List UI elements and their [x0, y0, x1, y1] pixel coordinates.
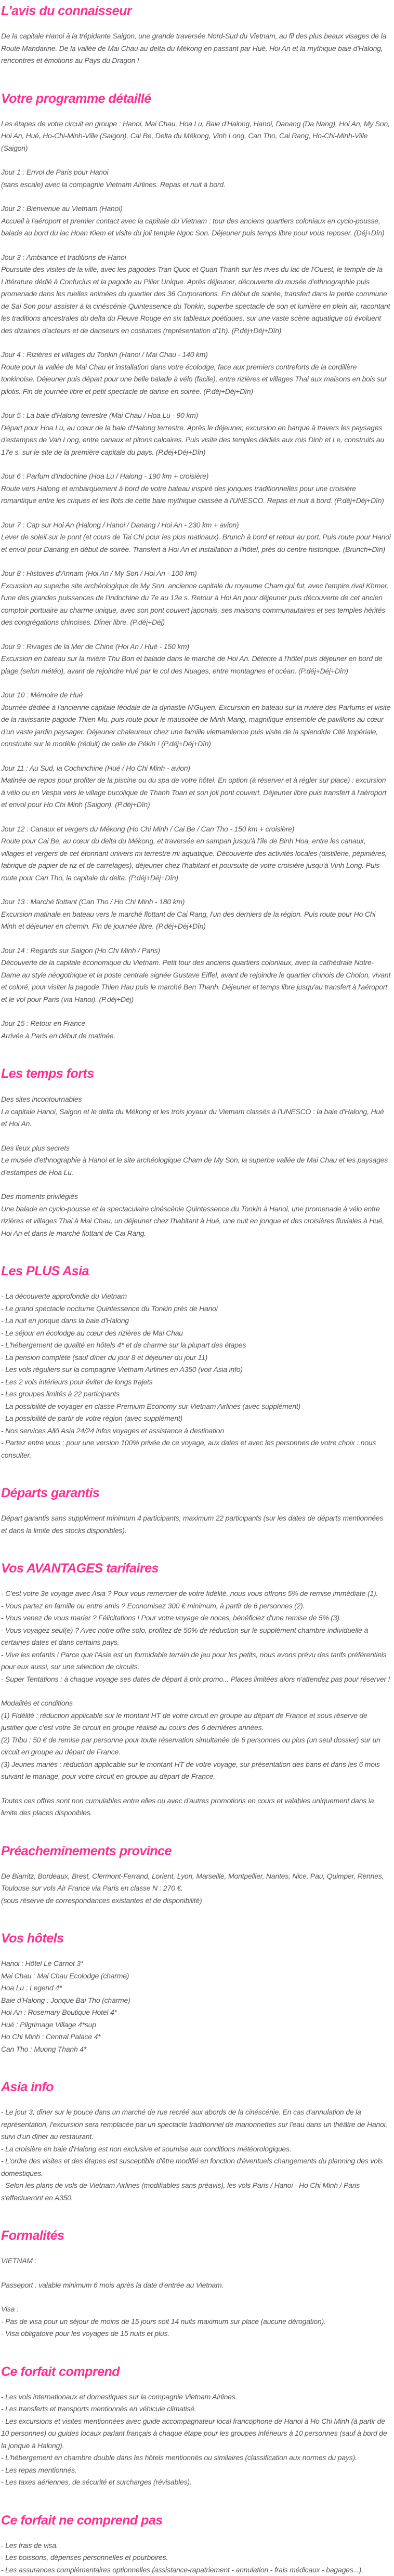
- section-title-avantages: Vos AVANTAGES tarifaires: [1, 1561, 391, 1576]
- section-title-formalites: Formalités: [1, 2228, 391, 2243]
- hotel-item: Baie d'Halong : Jonque Bai Tho (charme): [1, 1994, 391, 2007]
- temps-forts-block-title: Des lieux plus secrets: [1, 1142, 391, 1155]
- temps-forts-block-text: Une balade en cyclo-pousse et la spectaculaire cinéscénie Quintessence du Tonkin à Hanoi, une promenade à vélo entre rizières et villages Thai à Mai Chau, un déjeuner chez l'habitant à Hué, une nuit en jonque et des croisières fluviales à Hué, Hoi An et dans le marché flottant de Cai Rang.: [1, 1203, 391, 1240]
- day-block: [1, 762, 391, 811]
- day-text: (sans escale) avec la compagnie Vietnam Airlines. Repas et nuit à bord.: [1, 179, 391, 191]
- day-text: Route vers Halong et embarquement à bord de votre bateau inspiré des jonques traditionnelles pour une croisière romantique entre les criques et les îlots de cette baie mythique classée à l'UNESCO. Repas et nuit à bord. (P.déj+Déj+Dîn): [1, 483, 391, 507]
- temps-forts-block-text: Le musée d'ethnographie à Hanoi et le site archéologique Cham de My Son, la superbe vallée de Mai Chau et les paysages d'estampes de Hoa Lu.: [1, 1154, 391, 1179]
- day-block: [1, 203, 391, 240]
- hotel-item: Can Tho : Muong Thanh 4*: [1, 2043, 391, 2056]
- asia-info-item: - Le jour 3, dîner sur le pouce dans un marché de rue recréé aux abords de la cinéscénie. En cas d'annulation de la représentation, l'excursion sera remplacée par un spectacle traditionnel de marionnettes sur l'eau dans un théâtre de Hanoi, suivi d'un dîner au restaurant.: [1, 2106, 391, 2143]
- section-title-programme: Votre programme détaillé: [1, 91, 391, 107]
- forfait-comprend-item: - Les repas mentionnés.: [1, 2464, 391, 2477]
- preacheminements-text: De Biarritz, Bordeaux, Brest, Clermont-Ferrand, Lorient, Lyon, Marseille, Montpellier, Nantes, Nice, Pau, Quimper, Rennes, Toulouse sur vols Air France via Paris en classe N : 270 €.: [1, 1870, 391, 1895]
- forfait-comprend-item: - L'hébergement en chambre double dans les hôtels mentionnés ou similaires (classification aux normes du pays).: [1, 2452, 391, 2464]
- section-title-hotels: Vos hôtels: [1, 1931, 391, 1946]
- hotel-item: Hanoi : Hôtel Le Carnot 3*: [1, 1958, 391, 1970]
- avantages-list: [1, 1588, 391, 1685]
- asia-info-item: - L'ordre des visites et des étapes est susceptible d'être modifié en fonction d'éventuels changements du planning des vols domestiques.: [1, 2155, 391, 2179]
- day-block: [1, 689, 391, 750]
- programme-intro: Les étapes de votre circuit en groupe : Hanoi, Mai Chau, Hoa Lu, Baie d'Halong, Hanoi, Danang (Da Nang), Hoi An, My Son, Hoi An, Hué, Ho-Chi-Minh-Ville (Saigon), Cai Be, Delta du Mékong, Vinh Long, Can Tho, Cai Rang, Ho-Chi-Minh-Ville (Saigon): [1, 118, 391, 155]
- day-text: Accueil à l'aéroport et premier contact avec la capitale du Vietnam : tour des anciens quartiers coloniaux en cyclo-pousse, balade au bord du lac Hoan Kiem et visite du joli temple Ngoc Son. Déjeuner puis temps libre pour vous reposer. (Déj+Dîn): [1, 215, 391, 240]
- avantages-item: - Super Tentations : à chaque voyage ses dates de départ à prix promo... Places limitées alors n'attendez pas pour réserver !: [1, 1673, 391, 1686]
- formalites-visa-title: Visa :: [1, 2303, 391, 2316]
- hotels-list: [1, 1958, 391, 2055]
- day-block: [1, 896, 391, 933]
- days-list: [1, 166, 391, 1042]
- day-block: [1, 945, 391, 1006]
- avis-text: De la capitale Hanoi à la trépidante Saigon, une grande traversée Nord-Sud du Vietnam, au fil des plus beaux visages de la Route Mandarine. De la vallée de Mai Chau au delta du Mékong en passant par Hué, Hoi An et la mythique baie d'Halong, rencontres et émotions au Pays du Dragon !: [1, 30, 391, 67]
- avantages-item: - Vous voyagez seul(e) ? Avec notre offre solo, profitez de 50% de réduction sur le supplément chambre individuelle à certaines dates et dans certains pays.: [1, 1624, 391, 1649]
- day-title: Jour 3 : Ambiance et traditions de Hanoi: [1, 252, 391, 264]
- day-title: Jour 9 : Rivages de la Mer de Chine (Hoi An / Hué - 150 km): [1, 641, 391, 653]
- forfait-ne-comprend-pas-item: - Les assurances complémentaires optionnelles (assistance-rapatriement - annulation - frais médicaux - bagages...).: [1, 2564, 391, 2576]
- forfait-comprend-list: [1, 2391, 391, 2489]
- plus-asia-item: - La possibilité de partir de votre région (avec supplément): [1, 1412, 391, 1425]
- day-block: [1, 252, 391, 337]
- forfait-ne-comprend-pas-list: [1, 2540, 391, 2576]
- forfait-comprend-item: - Les taxes aériennes, de sécurité et surcharges (révisables).: [1, 2476, 391, 2489]
- conditions-item: (3) Jeunes mariés : réduction applicable sur le montant HT de votre voyage, sur présentation des bans et dans les 6 mois suivant le mariage, pour votre circuit en groupe au départ de France.: [1, 1759, 391, 1783]
- temps-forts-block: [1, 1191, 391, 1239]
- day-block: [1, 567, 391, 629]
- day-text: Départ pour Hoa Lu, au cœur de la baie d'Halong terrestre. Après le déjeuner, excursion en barque à travers les paysages d'estampes de Van Long, entre canaux et pitons calcaires. Puis visite des temples dédiés aux rois Dinh et Le, construits au 17e s. sur le site de la première capitale du pays. (P.déj+Déj+Dîn): [1, 422, 391, 459]
- avantages-item: - Vous partez en famille ou entre amis ? Economisez 300 € minimum, à partir de 6 personnes (2).: [1, 1600, 391, 1613]
- section-title-asia-info: Asia info: [1, 2079, 391, 2095]
- forfait-comprend-item: - Les vols internationaux et domestiques sur la compagnie Vietnam Airlines.: [1, 2391, 391, 2403]
- day-block: [1, 409, 391, 458]
- asia-info-item: - La croisière en baie d'Halong est non exclusive et soumise aux conditions météorologiques.: [1, 2143, 391, 2156]
- plus-asia-item: - Le grand spectacle nocturne Quintessence du Tonkin près de Hanoi: [1, 1303, 391, 1315]
- day-title: Jour 12 : Canaux et vergers du Mékong (Ho Chi Minh / Cai Be / Can Tho - 150 km + croisière): [1, 823, 391, 836]
- day-text: Excursion au superbe site archéologique de My Son, ancienne capitale du royaume Cham qui fut, avec l'empire rival Khmer, l'une des grandes puissances de l'Indochine du 7e au 12e s. Retour à Hoi An pour déjeuner puis découverte de cet ancien comptoir portuaire au charme unique, avec son pont couvert japonais, ses maisons communautaires et ses temples hérités des congrégations chinoises. Dîner libre. (P.déj+Déj): [1, 580, 391, 629]
- visa-list: [1, 2316, 391, 2340]
- day-block: [1, 349, 391, 398]
- forfait-ne-comprend-pas-item: - Les frais de visa.: [1, 2540, 391, 2552]
- asia-info-item: - Selon les plans de vols de Vietnam Airlines (modifiables sans préavis), les vols Paris / Hanoi - Ho Chi Minh / Paris s'effectueront en A350.: [1, 2179, 391, 2204]
- departs-text: Départ garantis sans supplément minimum 4 participants, maximum 22 participants (sur les dates de départs mentionnées et dans la limite des stocks disponibles).: [1, 1512, 391, 1537]
- day-text: Découverte de la capitale économique du Vietnam. Petit tour des anciens quartiers coloniaux, avec la cathédrale Notre-Dame au style néogothique et la poste centrale signée Gustave Eiffel, avant de rejoindre le quartier chinois de Cholon, vivant et coloré, pour visiter la pagode Thien Hau puis le marché Ben Thanh. Déjeuner et temps libre jusqu'au transfert à l'aéroport et le vol pour Paris (via Hanoi). (P.déj+Déj): [1, 957, 391, 1006]
- hotel-item: Hué : Pilgrimage Village 4*sup: [1, 2019, 391, 2031]
- day-text: Matinée de repos pour profiter de la piscine ou du spa de votre hôtel. En option (à réserver et à régler sur place) : excursion à vélo ou en Vespa vers le village bucolique de Thanh Toan et son joli pont couvert. Déjeuner libre puis transfert à l'aéroport et envol pour Ho Chi Minh (Saigon). (P.déj+Dîn): [1, 774, 391, 811]
- day-title: Jour 13 : Marché flottant (Can Tho / Ho Chi Minh - 180 km): [1, 896, 391, 908]
- plus-asia-item: - Partez entre vous : pour une version 100% privée de ce voyage, aux dates et avec les personnes de votre choix : nous consulter.: [1, 1437, 391, 1461]
- avantages-item: - Vive les enfants ! Parce que l'Asie est un formidable terrain de jeu pour les petits, nous avons prévu des tarifs préférentiels pour eux aussi, sur une sélection de circuits.: [1, 1649, 391, 1673]
- day-block: [1, 1018, 391, 1042]
- day-title: Jour 6 : Parfum d'Indochine (Hoa Lu / Halong - 190 km + croisière): [1, 470, 391, 483]
- plus-asia-item: - La possibilité de voyager en classe Premium Economy sur Vietnam Airlines (avec supplément): [1, 1401, 391, 1413]
- plus-asia-item: - Les vols réguliers sur la compagnie Vietnam Airlines en A350 (voir Asia info): [1, 1364, 391, 1376]
- plus-asia-item: - Les 2 vols intérieurs pour éviter de longs trajets: [1, 1376, 391, 1389]
- day-title: Jour 8 : Histoires d'Annam (Hoi An / My Son / Hoi An - 100 km): [1, 567, 391, 580]
- temps-forts-list: [1, 1093, 391, 1239]
- temps-forts-block-title: Des sites incontournables: [1, 1093, 391, 1106]
- conditions-title: Modalités et conditions: [1, 1697, 391, 1710]
- plus-asia-item: - La découverte approfondie du Vietnam: [1, 1290, 391, 1303]
- section-title-temps-forts: Les temps forts: [1, 1066, 391, 1081]
- day-text: Poursuite des visites de la ville, avec les pagodes Tran Quoc et Quan Thanh sur les rives du lac de l'Ouest, le temple de la Littérature dédié à Confucius et la pagode au Pilier Unique. Après déjeuner, découverte du musée d'ethnographie puis promenade dans les ruelles animées du quartier des 36 Corporations. En début de soirée, transfert dans la petite commune de Sai Son pour assister à la cinéscénie Quintessence du Tonkin, superbe spectacle de son et lumière en plein air, racontant les traditions ancestrales du delta du Fleuve Rouge en six tableaux poétiques, sur une vaste scène aquatique où évoluent des dizaines d'acteurs et de danseurs en costumes (représentation d'1h). (P.déj+Déj+Dîn): [1, 263, 391, 337]
- temps-forts-block-title: Des moments privilégiés: [1, 1191, 391, 1203]
- day-text: Route pour la vallée de Mai Chau et installation dans votre écolodge, face aux premiers contreforts de la cordillère tonkinoise. Déjeuner puis départ pour une belle balade à vélo (facile), entre rizières et villages Thai aux maisons en bois sur pilotis. Fin de journée libre et petit spectacle de danse en soirée. (P.déj+Déj+Dîn): [1, 361, 391, 398]
- hotel-item: Ho Chi Minh : Central Palace 4*: [1, 2031, 391, 2043]
- visa-item: - Visa obligatoire pour les voyages de 15 nuits et plus.: [1, 2328, 391, 2340]
- day-title: Jour 10 : Mémoire de Hué: [1, 689, 391, 702]
- day-block: [1, 166, 391, 191]
- temps-forts-block: [1, 1093, 391, 1130]
- day-title: Jour 11 : Au Sud, la Cochinchine (Hué / Ho Chi Minh - avion): [1, 762, 391, 775]
- hotel-item: Hoa Lu : Legend 4*: [1, 1982, 391, 1994]
- plus-asia-item: - Les groupes limités à 22 participants: [1, 1388, 391, 1401]
- day-text: Excursion matinale en bateau vers le marché flottant de Cai Rang, l'un des derniers de la région. Puis route pour Ho Chi Minh et déjeuner en chemin. Fin de journée libre. (P.déj+Déj+Dîn): [1, 908, 391, 933]
- day-text: Journée dédiée à l'ancienne capitale féodale de la dynastie N'Guyen. Excursion en bateau sur la rivière des Parfums et visite de la ravissante pagode Thien Mu, puis route pour le mausolée de Minh Mang, magnifique ensemble de pavillons au cœur d'un vaste jardin paysager. Déjeuner chaleureux chez une famille vietnamienne puis visite de la splendide Cité Impériale, construite sur le modèle (réduit) de celle de Pékin ! (P.déj+Déj+Dîn): [1, 702, 391, 750]
- formalites-country: VIETNAM :: [1, 2255, 391, 2267]
- day-title: Jour 5 : La baie d'Halong terrestre (Mai Chau / Hoa Lu - 90 km): [1, 409, 391, 422]
- day-title: Jour 1 : Envol de Paris pour Hanoi: [1, 166, 391, 179]
- conditions-item: (1) Fidélité : réduction applicable sur le montant HT de votre circuit en groupe au départ de France et sous réserve de justifier que c'est votre 3e circuit en groupe réalisé au cours des 6 dernières années.: [1, 1710, 391, 1734]
- section-title-avis-connaisseur: L'avis du connaisseur: [1, 3, 391, 19]
- day-title: Jour 7 : Cap sur Hoi An (Halong / Hanoi / Danang / Hoi An - 230 km + avion): [1, 519, 391, 532]
- forfait-comprend-item: - Les excursions et visites mentionnées avec guide accompagnateur local francophone de Hanoi à Ho Chi Minh (à partir de 10 personnes) ou guides locaux parlant français à chaque étape pour les groupes inférieurs à 10 personnes (sauf à bord de la jonque à Halong).: [1, 2415, 391, 2452]
- conditions-item: (2) Tribu : 50 € de remise par personne pour toute réservation simultanée de 6 personnes ou plus (un seul dossier) sur un circuit en groupe au départ de France.: [1, 1734, 391, 1759]
- plus-asia-item: - Nos services Allô Asia 24/24 infos voyages et assistance à destination: [1, 1425, 391, 1437]
- day-title: Jour 15 : Retour en France: [1, 1018, 391, 1030]
- section-title-forfait-ne-comprend-pas: Ce forfait ne comprend pas: [1, 2513, 391, 2528]
- preacheminements-note: (sous réserve de correspondances existantes et de disponibilité): [1, 1895, 391, 1907]
- plus-asia-item: - La nuit en jonque dans la baie d'Halong: [1, 1315, 391, 1327]
- plus-asia-item: - La pension complète (sauf dîner du jour 8 et déjeuner du jour 11): [1, 1352, 391, 1364]
- hotel-item: Hoi An : Rosemary Boutique Hotel 4*: [1, 2006, 391, 2019]
- avantages-item: - C'est votre 3e voyage avec Asia ? Pour vous remercier de votre fidélité, nous vous offrons 5% de remise immédiate (1).: [1, 1588, 391, 1600]
- day-title: Jour 14 : Regards sur Saigon (Ho Chi Minh / Paris): [1, 945, 391, 957]
- day-block: [1, 470, 391, 507]
- plus-asia-item: - L'hébergement de qualité en hôtels 4* et de charme sur la plupart des étapes: [1, 1339, 391, 1352]
- avantages-item: - Vous venez de vous marier ? Félicitations ! Pour votre voyage de noces, bénéficiez d'une remise de 5% (3).: [1, 1612, 391, 1624]
- plus-asia-list: [1, 1290, 391, 1461]
- temps-forts-block: [1, 1142, 391, 1179]
- day-block: [1, 823, 391, 884]
- day-title: Jour 4 : Rizières et villages du Tonkin (Hanoi / Mai Chau - 140 km): [1, 349, 391, 361]
- avantages-footnote: Toutes ces offres sont non cumulables entre elles ou avec d'autres promotions en cours et valables uniquement dans la limite des places disponibles.: [1, 1795, 391, 1819]
- day-text: Arrivée à Paris en début de matinée.: [1, 1030, 391, 1042]
- plus-asia-item: - Le séjour en écolodge au cœur des rizières de Mai Chau: [1, 1327, 391, 1340]
- temps-forts-block-text: La capitale Hanoi, Saigon et le delta du Mékong et les trois joyaux du Vietnam classés à l'UNESCO : la baie d'Halong, Hué et Hoi An.: [1, 1106, 391, 1130]
- day-block: [1, 519, 391, 556]
- day-text: Lever de soleil sur le pont (et cours de Tai Chi pour les plus matinaux). Brunch à bord et retour au port. Puis route pour Hanoi et envol pour Danang en début de soirée. Transfert à Hoi An et installation à l'hôtel, près du centre historique. (Brunch+Dîn): [1, 531, 391, 556]
- day-title: Jour 2 : Bienvenue au Vietnam (Hanoi): [1, 203, 391, 215]
- formalites-passport: Passeport : valable minimum 6 mois après la date d'entrée au Vietnam.: [1, 2279, 391, 2292]
- section-title-departs-garantis: Départs garantis: [1, 1485, 391, 1501]
- forfait-ne-comprend-pas-item: - Les boissons, dépenses personnelles et pourboires.: [1, 2552, 391, 2564]
- section-title-preacheminements: Préacheminements province: [1, 1843, 391, 1859]
- forfait-comprend-item: - Les transferts et transports mentionnés en véhicule climatisé.: [1, 2403, 391, 2415]
- day-text: Route pour Cai Be, au cœur du delta du Mékong, et traversée en sampan jusqu'à l'île de Binh Hoa, entre les canaux, villages et vergers de cet étonnant univers mi terrestre mi aquatique. Découverte des activités locales (distillerie, pépinières, fabrique de papier de riz et de carrelages), déjeuner chez l'habitant et poursuite de votre croisière jusqu'à Vinh Long. Puis route pour Can Tho, la capitale du delta. (P.déj+Déj+Dîn): [1, 835, 391, 884]
- asia-info-list: [1, 2106, 391, 2204]
- day-block: [1, 641, 391, 678]
- day-text: Excursion en bateau sur la rivière Thu Bon et balade dans le marché de Hoi An. Détente à l'hôtel puis déjeuner en bord de plage (selon météo), avant de rejoindre Hué par le col des Nuages, entre montagnes et océan. (P.déj+Déj+Dîn): [1, 653, 391, 677]
- visa-item: - Pas de visa pour un séjour de moins de 15 jours soit 14 nuits maximum sur place (aucune dérogation).: [1, 2316, 391, 2328]
- conditions-list: [1, 1710, 391, 1783]
- section-title-plus-asia: Les PLUS Asia: [1, 1263, 391, 1279]
- hotel-item: Mai Chau : Mai Chau Ecolodge (charme): [1, 1970, 391, 1983]
- section-title-forfait-comprend: Ce forfait comprend: [1, 2364, 391, 2380]
